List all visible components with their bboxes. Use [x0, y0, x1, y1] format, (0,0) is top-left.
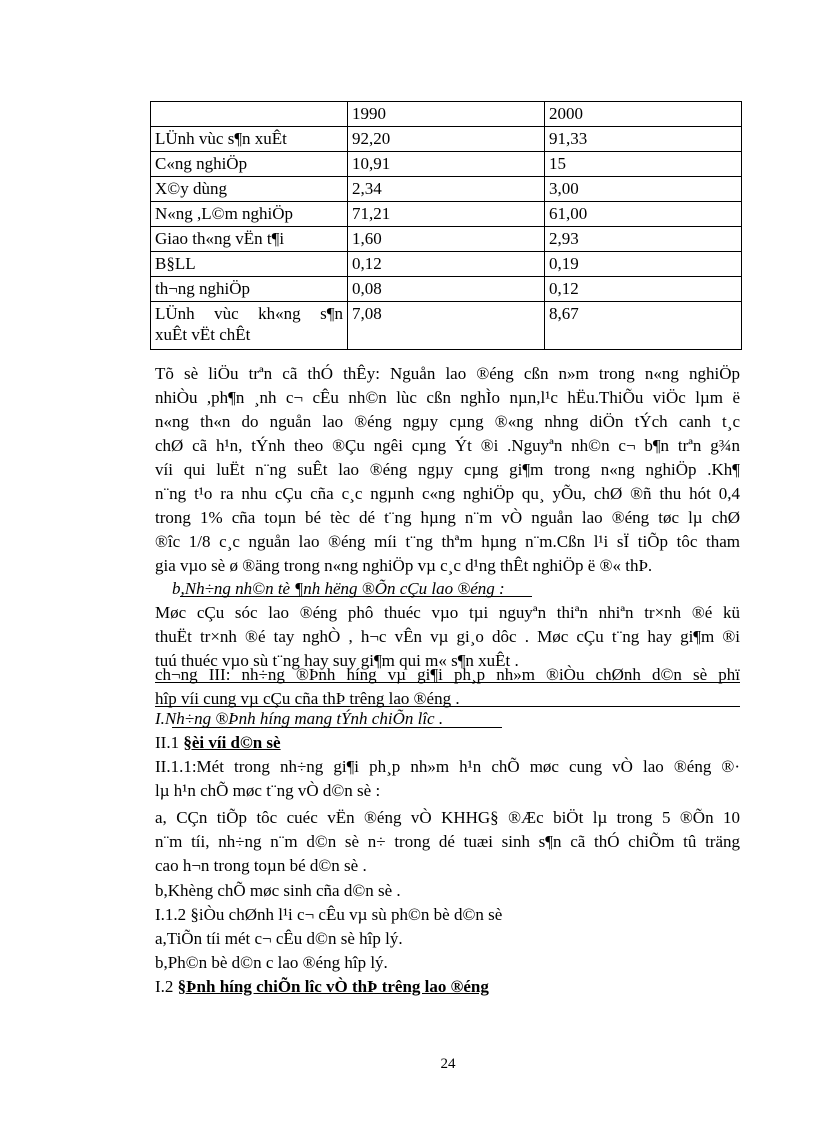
body-text-line: tuú thuéc vµo sù t¨ng hay suy gi¶m qui m« s¶n xuÊt . — [155, 651, 519, 670]
table-row — [151, 152, 742, 177]
subsection-heading-i12: I.1.2 §iÒu chØnh l¹i c¬ cÊu vµ sù ph©n bè d©n sè — [155, 905, 503, 924]
subsection-number: II.1 — [155, 733, 184, 752]
body-text-line: trong 1% cña toµn bé tèc dé t¨ng hµng n¨m vÒ nguån lao ®éng tøc lµ chØ — [155, 508, 740, 527]
table-row — [151, 302, 742, 350]
table-header-cell — [151, 102, 348, 127]
chapter-heading-line: hîp víi cung vµ cÇu cña thÞ trêng lao ®éng . — [155, 689, 460, 708]
body-text-line: thuËt tr×nh ®é tay nghÒ , h¬c vÊn vµ gi¸o dôc . Møc cÇu t¨ng hay gi¶m ®i — [155, 627, 740, 646]
table-cell-label: LÜnh vùc s¶n xuÊt — [151, 127, 348, 152]
body-text-line: II.1.1:Mét trong nh÷ng gi¶i ph¸p nh»m h¹n chÕ møc cung vÒ lao ®éng ®· — [155, 757, 740, 776]
table-header-row — [151, 102, 742, 127]
body-text-line: a,TiÕn tíi mét c¬ cÊu d©n sè hîp lý. — [155, 929, 403, 948]
body-text-line: nhiÒu ,ph¶n ¸nh c¬ cÊu nh©n lùc cßn nghÌo nµn,l¹c hËu.ThiÕu viÖc lµm ë — [155, 388, 740, 407]
page-number: 24 — [440, 1056, 456, 1072]
table-cell-1990: 92,20 — [348, 127, 545, 152]
table-cell-2000: 61,00 — [545, 202, 742, 227]
table-row — [151, 227, 742, 252]
table-cell-1990: 1,60 — [348, 227, 545, 252]
table-cell-label: th¬ng nghiÖp — [151, 277, 348, 302]
subsection-title: §Þnh híng chiÕn lîc vÒ thÞ trêng lao ®éng — [177, 977, 489, 996]
table-cell-label: Giao th«ng vËn t¶i — [151, 227, 348, 252]
table-cell-label: X©y dùng — [151, 177, 348, 202]
table-cell-1990: 0,12 — [348, 252, 545, 277]
table-cell-2000: 0,12 — [545, 277, 742, 302]
chapter-heading-line: ch¬ng III: nh÷ng ®Þnh híng vµ gi¶i ph¸p nh»m ®iÒu chØnh d©n sè phï — [155, 665, 740, 684]
table-cell-2000: 15 — [545, 152, 742, 177]
labor-structure-table — [150, 101, 742, 350]
table-cell-2000: 91,33 — [545, 127, 742, 152]
table-cell-label: C«ng nghiÖp — [151, 152, 348, 177]
body-text-line: lµ h¹n chÕ møc t¨ng vÒ d©n sè : — [155, 781, 381, 800]
heading-underline — [180, 596, 532, 597]
body-text-line: n¨ng t¹o ra nhu cÇu cña c¸c ngµnh c«ng nghiÖp qu¸ yÕu, chØ ®ñ thu hót 0,4 — [155, 484, 740, 503]
body-text-line: víi qui luËt n¨ng suÊt lao ®éng ngµy cµng gi¶m trong n«ng nghiÖp .Kh¶ — [155, 460, 740, 479]
table-cell-label: B§LL — [151, 252, 348, 277]
table-row — [151, 252, 742, 277]
table-cell-2000: 0,19 — [545, 252, 742, 277]
body-text-line: b,Ph©n bè d©n c lao ®éng hîp lý. — [155, 953, 388, 972]
section-heading-b: b,Nh÷ng nh©n tè ¶nh hëng ®Õn cÇu lao ®éng : — [172, 579, 505, 598]
table-cell-2000: 2,93 — [545, 227, 742, 252]
body-text-line: Møc cÇu sóc lao ®éng phô thuéc vµo tµi nguyªn thiªn nhiªn tr×nh ®é kü — [155, 603, 740, 622]
table-cell-1990: 10,91 — [348, 152, 545, 177]
table-cell-2000: 3,00 — [545, 177, 742, 202]
table-cell-label-line: xuÊt vËt chÊt — [155, 325, 251, 344]
subsection-heading-ii1 — [155, 731, 740, 754]
table-cell-label: N«ng ,L©m nghiÖp — [151, 202, 348, 227]
body-text-line: a, CÇn tiÕp tôc cuéc vËn ®éng vÒ KHHG§ ®Æc biÖt lµ trong 5 ®Õn 10 — [155, 808, 740, 827]
body-text-line: Tõ sè liÖu trªn cã thÓ thÊy: Nguån lao ®éng cßn n»m trong n«ng nghiÖp — [155, 364, 740, 383]
body-text-line: chØ cã h¹n, tÝnh theo ®Çu ngêi cµng Ýt ®i .Nguyªn nh©n c¬ b¶n trªn g¾n — [155, 436, 740, 455]
body-text-line: b,Khèng chÕ møc sinh cña d©n sè . — [155, 881, 401, 900]
table-body — [151, 102, 742, 350]
section-underline — [172, 727, 502, 728]
table-header-cell: 2000 — [545, 102, 742, 127]
section-heading-i: I.Nh÷ng ®Þnh híng mang tÝnh chiÕn lîc . — [155, 709, 444, 728]
table-cell-1990: 71,21 — [348, 202, 545, 227]
table-row — [151, 277, 742, 302]
body-text-line: n¨m tíi, nh÷ng n¨m d©n sè n÷ trong dé tuæi sinh s¶n cã thÓ chiÕm tû träng — [155, 832, 740, 851]
table-cell-1990: 2,34 — [348, 177, 545, 202]
table-row — [151, 177, 742, 202]
chapter-underline — [155, 682, 740, 683]
body-text-line: gia vµo sè ø ®äng trong n«ng nghiÖp vµ c¸c d¹ng thÊt nghiÖp ë ®« thÞ. — [155, 556, 653, 575]
subsection-number: I.2 — [155, 977, 178, 996]
table-cell-2000: 8,67 — [545, 302, 742, 350]
table-cell-label — [151, 302, 348, 350]
body-text-line: n«ng th«n do nguån lao ®éng ngµy cµng ®«ng nhng diÖn tÝch canh t¸c — [155, 412, 740, 431]
subsection-title: §èi víi d©n sè — [183, 733, 281, 752]
table-cell-label-line: LÜnh vùc kh«ng s¶n — [155, 304, 343, 323]
table-cell-1990: 0,08 — [348, 277, 545, 302]
table-cell-1990: 7,08 — [348, 302, 545, 350]
table-row — [151, 202, 742, 227]
subsection-heading-i2 — [155, 975, 740, 998]
table-header-cell: 1990 — [348, 102, 545, 127]
table-row — [151, 127, 742, 152]
body-text-line: cao h¬n trong toµn bé d©n sè . — [155, 856, 367, 875]
body-text-line: ®îc 1/8 c¸c nguån lao ®éng míi t¨ng thªm hµng n¨m.Cßn l¹i sÏ tiÕp tôc tham — [155, 532, 740, 551]
